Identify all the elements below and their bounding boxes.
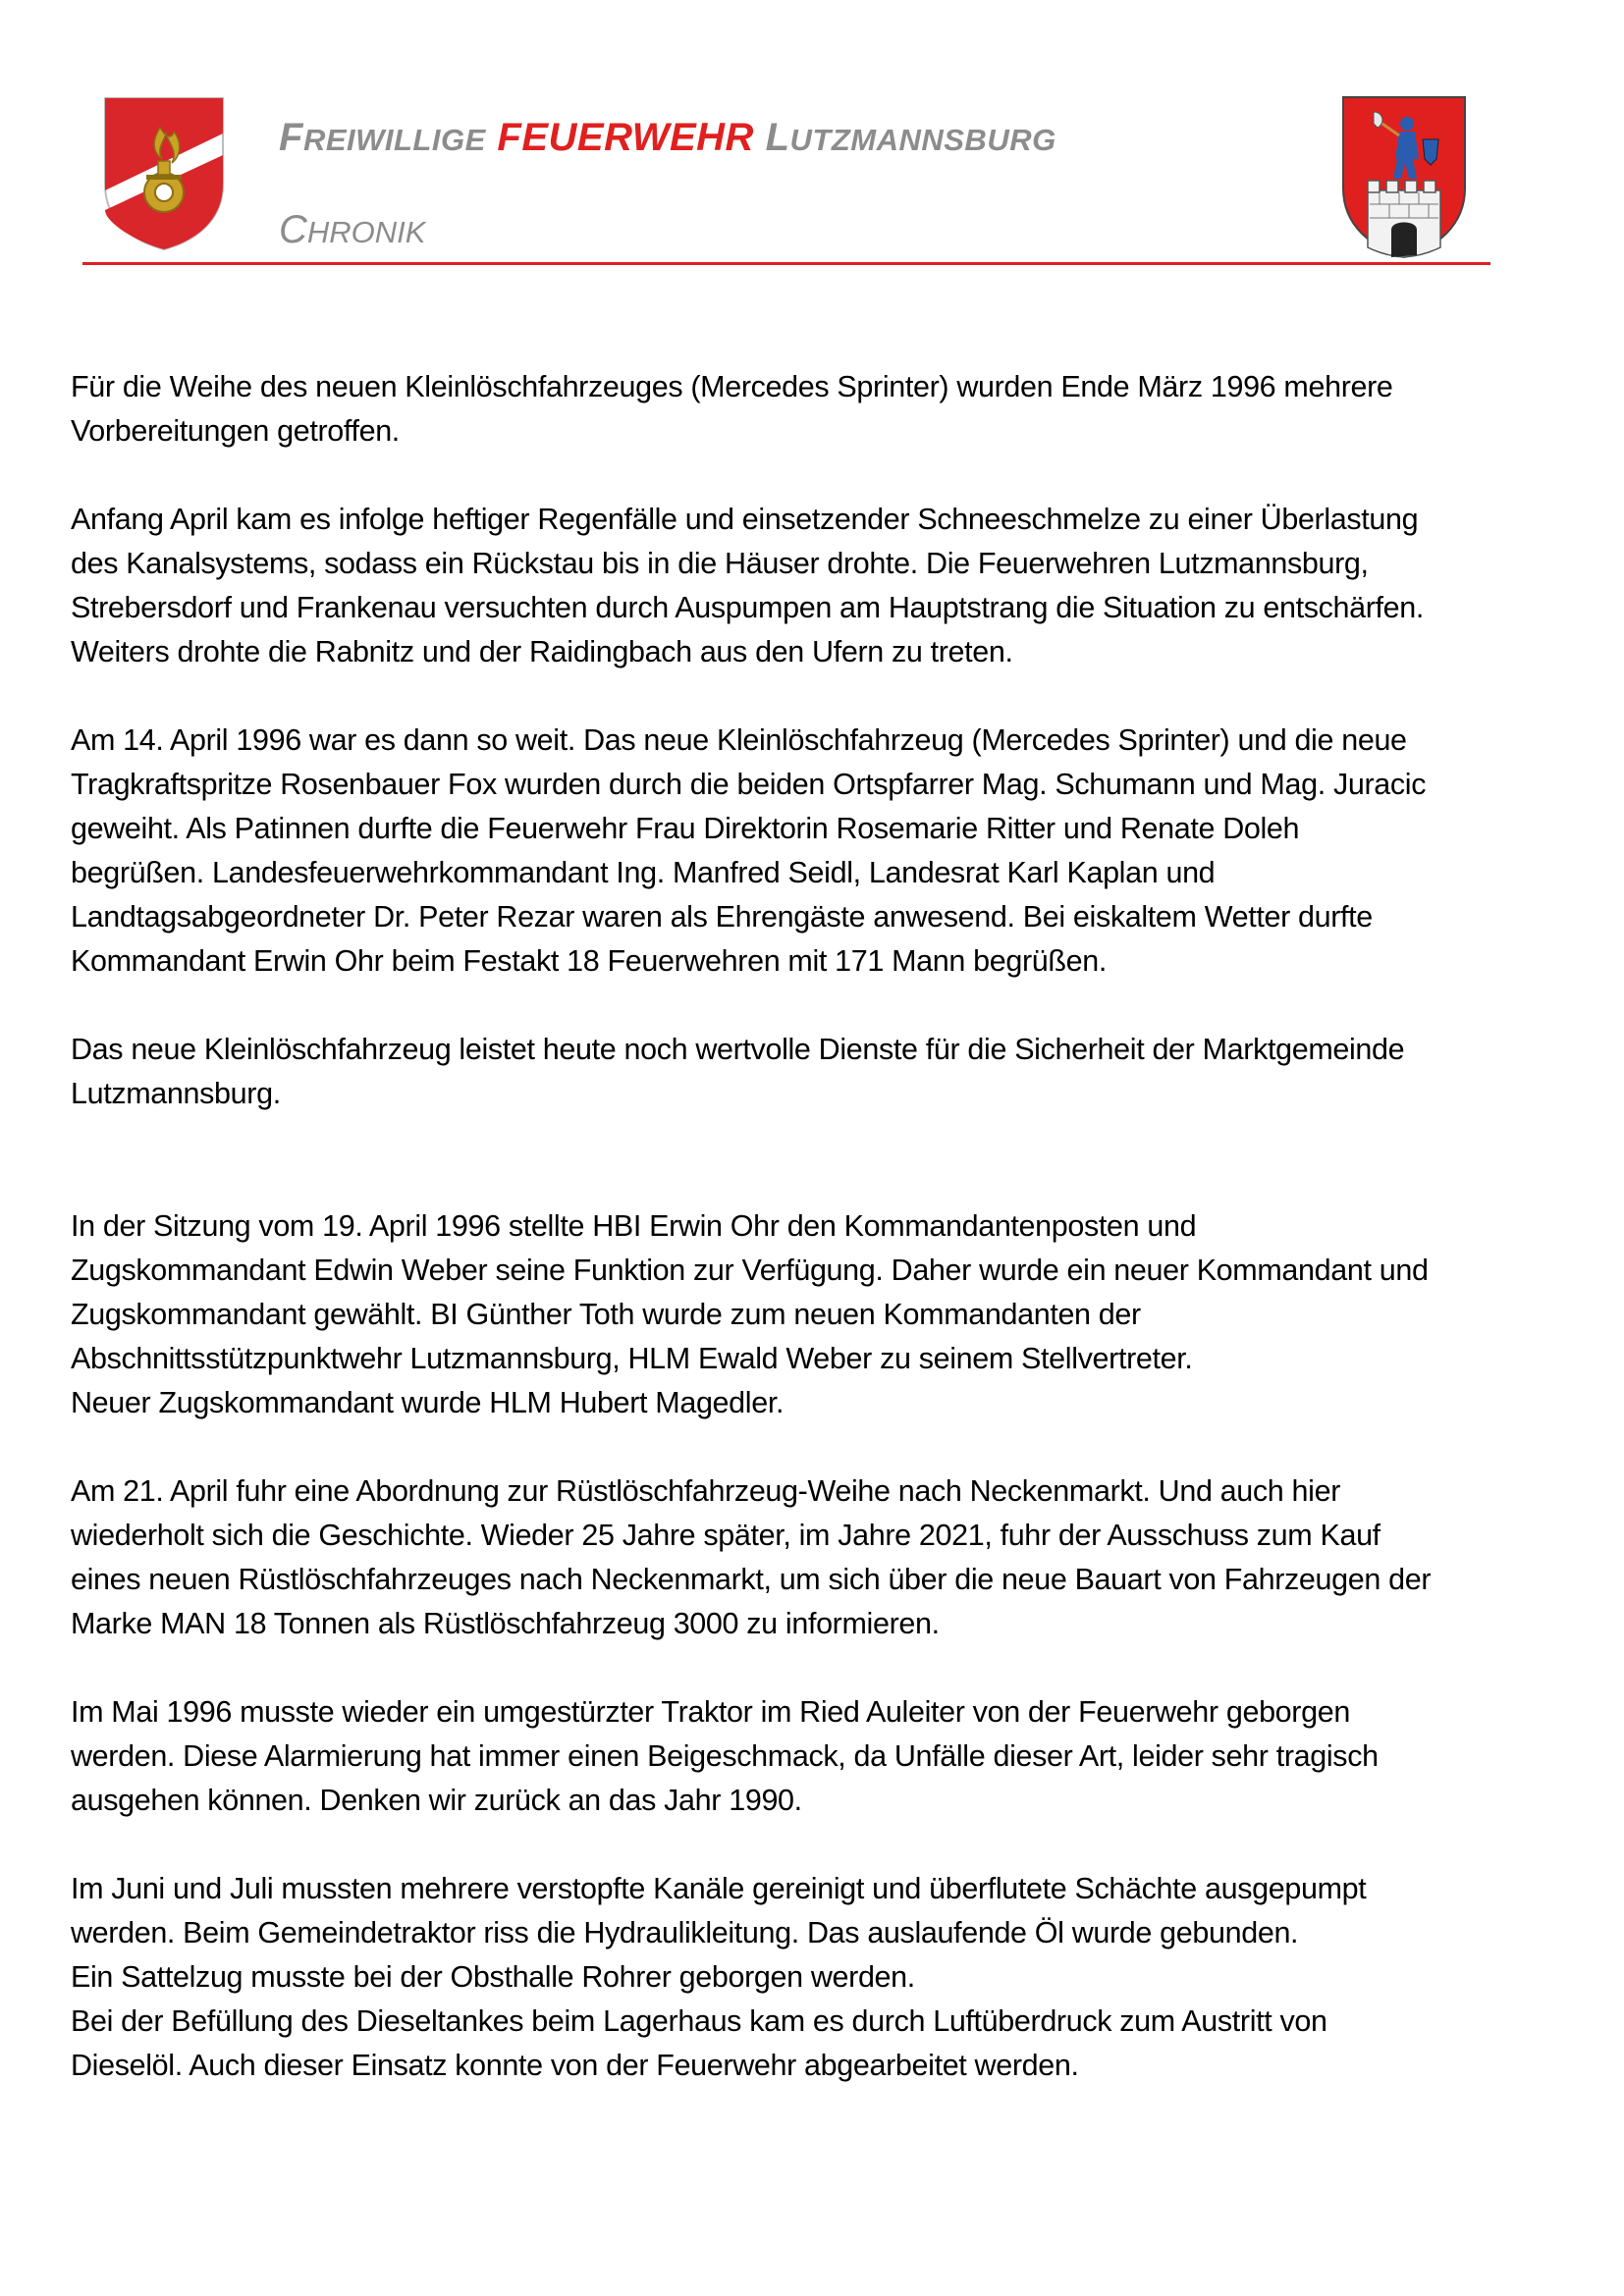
org-word-a-initial: F [279,116,303,159]
paragraph-1 [71,365,1563,454]
org-word-a-rest: REIWILLIGE [302,123,486,157]
fire-brigade-emblem-icon [101,94,227,251]
paragraph-6 [71,1469,1563,1646]
text-line: Im Mai 1996 musste wieder ein umgestürzter Traktor im Ried Auleiter von der Feuerwehr geborgen [71,1695,1350,1729]
text-line: Weiters drohte die Rabnitz und der Raidingbach aus den Ufern zu treten. [71,635,1013,668]
text-line: Für die Weihe des neuen Kleinlöschfahrzeuges (Mercedes Sprinter) wurden Ende März 1996 mehrere [71,370,1393,403]
text-line: In der Sitzung vom 19. April 1996 stellte HBI Erwin Ohr den Kommandantenposten und [71,1209,1197,1243]
text-line: Am 14. April 1996 war es dann so weit. Das neue Kleinlöschfahrzeug (Mercedes Sprinter) und die neue [71,723,1407,757]
org-word-c-rest: UTZMANNSBURG [789,123,1056,157]
text-line: Zugskommandant Edwin Weber seine Funktion zur Verfügung. Daher wurde ein neuer Kommandant und [71,1254,1429,1287]
org-word-c-initial: L [765,116,790,159]
text-line: wiederholt sich die Geschichte. Wieder 25 Jahre später, im Jahre 2021, fuhr der Ausschuss zum Kauf [71,1519,1380,1552]
document-subtitle [279,206,425,256]
text-line: werden. Diese Alarmierung hat immer einen Beigeschmack, da Unfälle dieser Art, leider sehr tragisch [71,1739,1379,1773]
text-line: eines neuen Rüstlöschfahrzeuges nach Neckenmarkt, um sich über die neue Bauart von Fahrzeugen der [71,1563,1432,1596]
text-line: Marke MAN 18 Tonnen als Rüstlöschfahrzeug 3000 zu informieren. [71,1607,940,1640]
text-line: Landtagsabgeordneter Dr. Peter Rezar waren als Ehrengäste anwesend. Bei eiskaltem Wetter durfte [71,900,1373,934]
paragraph-2 [71,498,1563,674]
text-line: Kommandant Erwin Ohr beim Festakt 18 Feuerwehren mit 171 Mann begrüßen. [71,944,1108,978]
header-divider [82,262,1490,265]
chronicle-body [71,365,1563,2088]
org-word-b: FEUERWEHR [497,116,754,159]
subtitle-initial: C [279,208,307,251]
text-line: Zugskommandant gewählt. BI Günther Toth wurde zum neuen Kommandanten der [71,1298,1141,1331]
text-line: Im Juni und Juli mussten mehrere verstopfte Kanäle gereinigt und überflutete Schächte ausgepumpt [71,1872,1367,1905]
text-line: Lutzmannsburg. [71,1077,281,1110]
text-line: Das neue Kleinlöschfahrzeug leistet heute noch wertvolle Dienste für die Sicherheit der Marktgemeinde [71,1033,1405,1066]
organization-title [279,114,1056,164]
text-line: Dieselöl. Auch dieser Einsatz konnte von der Feuerwehr abgearbeitet werden. [71,2049,1079,2082]
paragraph-7 [71,1690,1563,1823]
paragraph-3 [71,719,1563,984]
text-line: werden. Beim Gemeindetraktor riss die Hydraulikleitung. Das auslaufende Öl wurde gebunden. [71,1916,1299,1949]
subtitle-rest: HRONIK [306,215,426,249]
text-line: Tragkraftspritze Rosenbauer Fox wurden durch die beiden Ortspfarrer Mag. Schumann und Mag. Juracic [71,768,1427,801]
text-line: Ein Sattelzug musste bei der Obsthalle Rohrer geborgen werden. [71,1960,915,1994]
text-line: ausgehen können. Denken wir zurück an das Jahr 1990. [71,1784,802,1817]
text-line: Anfang April kam es infolge heftiger Regenfälle und einsetzender Schneeschmelze zu einer Überlastung [71,503,1419,536]
coat-of-arms-icon [1340,94,1468,261]
text-line: des Kanalsystems, sodass ein Rückstau bis in die Häuser drohte. Die Feuerwehren Lutzmannsburg, [71,547,1369,580]
paragraph-4 [71,1028,1563,1116]
text-line: Am 21. April fuhr eine Abordnung zur Rüstlöschfahrzeug-Weihe nach Neckenmarkt. Und auch hier [71,1474,1341,1508]
text-line: Vorbereitungen getroffen. [71,414,400,448]
text-line: Abschnittsstützpunktwehr Lutzmannsburg, HLM Ewald Weber zu seinem Stellvertreter. [71,1342,1193,1375]
text-line: Neuer Zugskommandant wurde HLM Hubert Magedler. [71,1386,785,1419]
text-line: begrüßen. Landesfeuerwehrkommandant Ing. Manfred Seidl, Landesrat Karl Kaplan und [71,856,1216,889]
text-line: geweiht. Als Patinnen durfte die Feuerwehr Frau Direktorin Rosemarie Ritter und Renate Doleh [71,812,1300,845]
text-line: Strebersdorf und Frankenau versuchten durch Auspumpen am Hauptstrang die Situation zu entschärfen. [71,591,1425,624]
paragraph-8 [71,1867,1563,2088]
paragraph-5 [71,1204,1563,1425]
text-line: Bei der Befüllung des Dieseltankes beim Lagerhaus kam es durch Luftüberdruck zum Austritt von [71,2004,1327,2038]
